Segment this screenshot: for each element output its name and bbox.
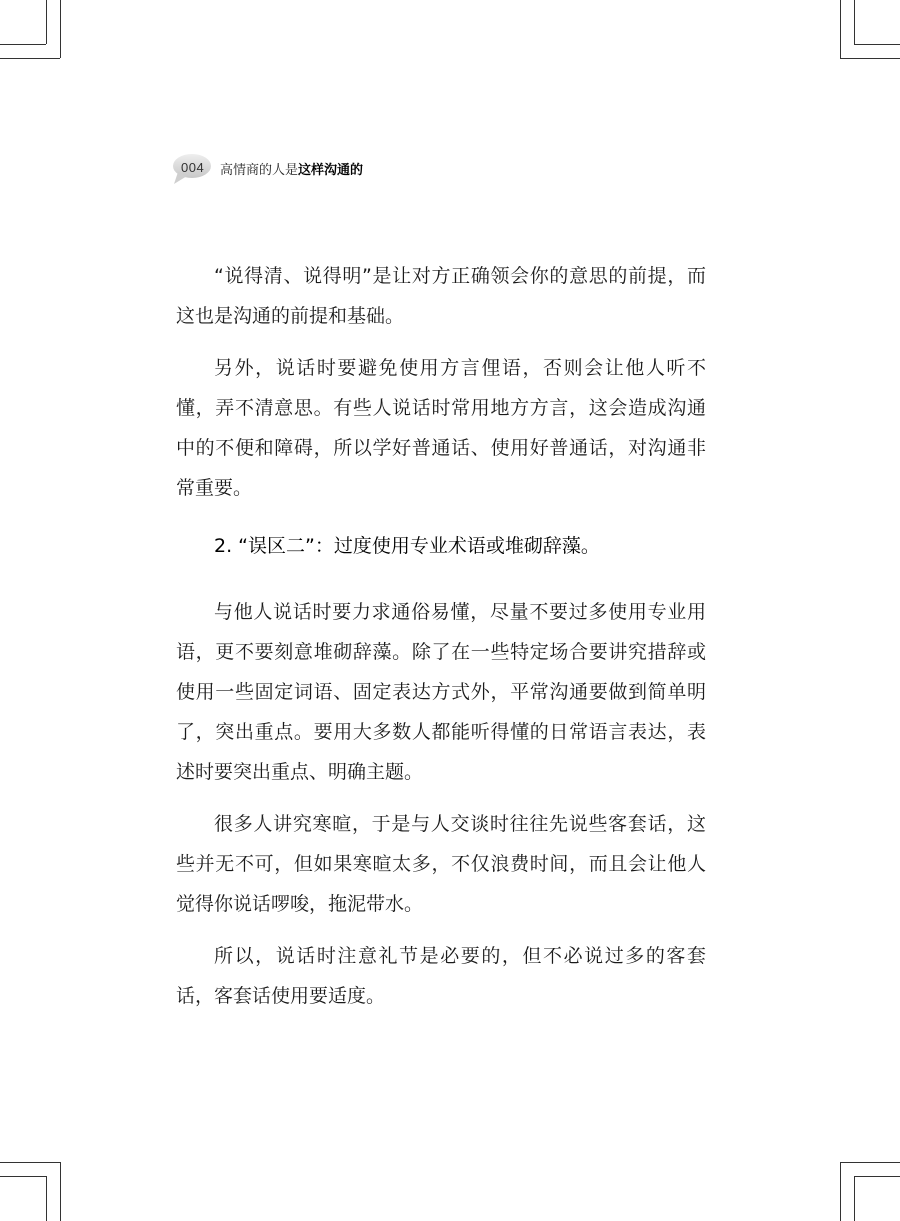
running-header: [172, 150, 363, 186]
crop-mark-bottom-left-h2: [0, 1176, 46, 1177]
book-title-bold: 这样沟通的: [298, 162, 364, 178]
body-text: [176, 256, 706, 1028]
paragraph: 很多人讲究寒暄，于是与人交谈时往往先说些客套话，这些并无不可，但如果寒暄太多，不仅浪费时间，而且会让他人觉得你说话啰唆，拖泥带水。: [176, 813, 706, 915]
crop-mark-bottom-right-h2: [854, 1176, 900, 1177]
book-title: [220, 159, 363, 178]
crop-mark-top-right-h: [854, 44, 900, 45]
paragraph: 与他人说话时要力求通俗易懂，尽量不要过多使用专业用语，更不要刻意堆砌辞藻。除了在一些特定场合要讲究措辞或使用一些固定词语、固定表达方式外，平常沟通要做到简单明了，突出重点。要用大多数人都能听得懂的日常语言表达，表述时要突出重点、明确主题。: [176, 601, 706, 783]
crop-mark-top-left-h2: [0, 58, 60, 59]
paragraph: 另外，说话时要避免使用方言俚语，否则会让他人听不懂，弄不清意思。有些人说话时常用地方方言，这会造成沟通中的不便和障碍，所以学好普通话、使用好普通话，对沟通非常重要。: [176, 357, 706, 499]
page-number: 004: [181, 160, 205, 175]
crop-mark-bottom-left-v: [60, 1162, 61, 1221]
crop-mark-bottom-left-h: [0, 1162, 60, 1163]
crop-mark-top-left-v2: [60, 0, 61, 58]
crop-mark-bottom-right-h: [840, 1162, 900, 1163]
paragraph: “说得清、说得明”是让对方正确领会你的意思的前提，而这也是沟通的前提和基础。: [176, 265, 706, 327]
speech-bubble-icon: [172, 152, 212, 184]
crop-mark-bottom-left-v2: [46, 1176, 47, 1221]
crop-mark-top-left-h: [0, 44, 46, 45]
crop-mark-top-right-v2: [840, 0, 841, 58]
crop-mark-top-right-h2: [840, 58, 900, 59]
crop-mark-top-right-v: [854, 0, 855, 44]
paragraph: 所以，说话时注意礼节是必要的，但不必说过多的客套话，客套话使用要适度。: [176, 945, 706, 1007]
crop-mark-bottom-right-v: [840, 1162, 841, 1221]
section-heading: 2. “误区二”：过度使用专业术语或堆砌辞藻。: [214, 535, 600, 557]
crop-mark-top-left-v: [46, 0, 47, 44]
book-title-normal: 高情商的人是: [220, 162, 299, 178]
crop-mark-bottom-right-v2: [854, 1176, 855, 1221]
